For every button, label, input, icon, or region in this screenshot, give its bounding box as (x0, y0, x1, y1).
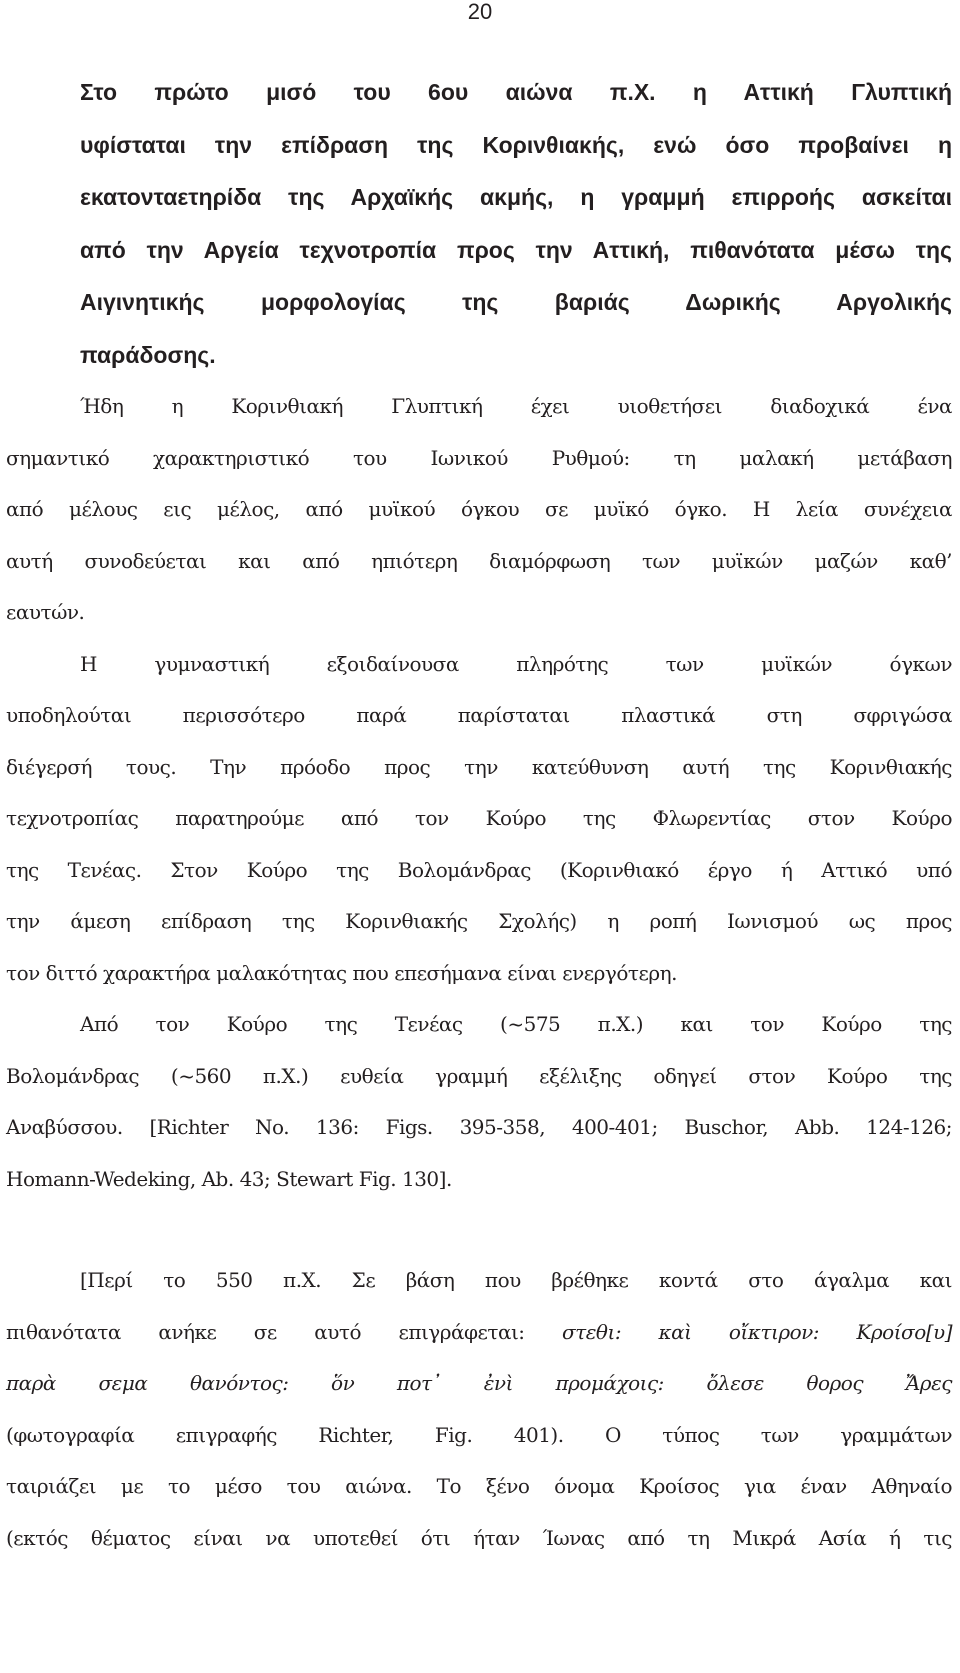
text-line: Αναβύσσου. [Richter No. 136: Figs. 395-358, 400-401; Buschor, Abb. 124-126; (6, 1115, 952, 1139)
text-line: της Τενέας. Στον Κούρο της Βολομάνδρας (Κορινθιακό έργο ή Αττικό υπό (6, 857, 952, 882)
inscription-text: στεθι: καὶ οἴκτιρον: Κροίσο[υ] (561, 1319, 952, 1344)
page-number: 20 (467, 0, 493, 24)
text-line: υφίσταται την επίδραση της Κορινθιακής, ενώ όσο προβαίνει η (80, 131, 952, 158)
paragraph-gymnastic-fullness (6, 639, 952, 1000)
text-line: Ήδη η Κορινθιακή Γλυπτική έχει υιοθετήσει διαδοχικά ένα (80, 394, 952, 418)
text-line: αυτή συνοδεύεται και από ηπιότερη διαμόρφωση των μυϊκών μαζών καθ’ (6, 548, 952, 573)
inscription-text: παρὰ σεμα θανόντος: ὅν ποτ᾽ ἐνὶ προμάχοις: ὄλεσε θορος Ἄρες (6, 1371, 952, 1395)
text-line: τεχνοτροπίας παρατηρούμε από τον Κούρο της Φλωρεντίας στον Κούρο (6, 806, 952, 830)
text-line: εκατονταετηρίδα της Αρχαϊκής ακμής, η γραμμή επιρροής ασκείται (80, 184, 952, 210)
text-line: Αιγινητικής μορφολογίας της βαριάς Δωρικής Αργολικής (80, 289, 952, 315)
text-line: από την Αργεία τεχνοτροπία προς την Αττική, πιθανότατα μέσω της (80, 236, 952, 263)
text-line (6, 1358, 952, 1410)
paragraph-gap (6, 1205, 952, 1255)
text-line: τον διττό χαρακτήρα μαλακότητας που επεσήμανα είναι ενεργότερη. (6, 960, 677, 985)
paragraph-corinthian-sculpture (6, 381, 952, 639)
text-line: παράδοσης. (80, 341, 216, 368)
text-line: Βολομάνδρας (~560 π.Χ.) ευθεία γραμμή εξέλιξης οδηγεί στον Κούρο της (6, 1063, 952, 1088)
text-line: Από τον Κούρο της Τενέας (~575 π.Χ.) και τον Κούρο της (80, 1012, 952, 1036)
document-body (6, 66, 952, 1564)
text-line: Homann-Wedeking, Ab. 43; Stewart Fig. 130]. (6, 1166, 452, 1191)
text-line: (εκτός θέματος είναι να υποτεθεί ότι ήταν Ίωνας από τη Μικρά Ασία ή τις (6, 1525, 952, 1550)
text-line (6, 1307, 952, 1359)
text-line: (φωτογραφία επιγραφής Richter, Fig. 401). Ο τύπος των γραμμάτων (6, 1422, 952, 1447)
text-line: σημαντικό χαρακτηριστικό του Ιωνικού Ρυθμού: τη μαλακή μετάβαση (6, 445, 952, 470)
text-line: από μέλους εις μέλος, από μυϊκού όγκου σε μυϊκό όγκο. Η λεία συνέχεια (6, 497, 952, 521)
text-line: Η γυμναστική εξοιδαίνουσα πληρότης των μυϊκών όγκων (80, 651, 952, 676)
text-line: υποδηλούται περισσότερο παρά παρίσταται πλαστικά στη σφριγώσα (6, 703, 952, 727)
text-line: [Περί το 550 π.Χ. Σε βάση που βρέθηκε κοντά στο άγαλμα και (80, 1268, 952, 1292)
text-line: Στο πρώτο μισό του 6ου αιώνα π.Χ. η Αττική Γλυπτική (80, 79, 952, 105)
text-line: την άμεση επίδραση της Κορινθιακής Σχολής) η ροπή Ιωνισμού ως προς (6, 909, 952, 933)
paragraph-kroisos-inscription (6, 1255, 952, 1564)
paragraph-kouros-evolution (6, 999, 952, 1205)
text-line: εαυτών. (6, 600, 85, 624)
text-line: διέγερσή τους. Την πρόοδο προς την κατεύθυνση αυτή της Κορινθιακής (6, 754, 952, 779)
text-line: ταιριάζει με το μέσο του αιώνα. Το ξένο όνομα Κροίσος για έναν Αθηναίο (6, 1474, 952, 1498)
text-fragment: πιθανότατα ανήκε σε αυτό επιγράφεται: (6, 1319, 562, 1344)
paragraph-attic-sculpture (6, 66, 952, 381)
